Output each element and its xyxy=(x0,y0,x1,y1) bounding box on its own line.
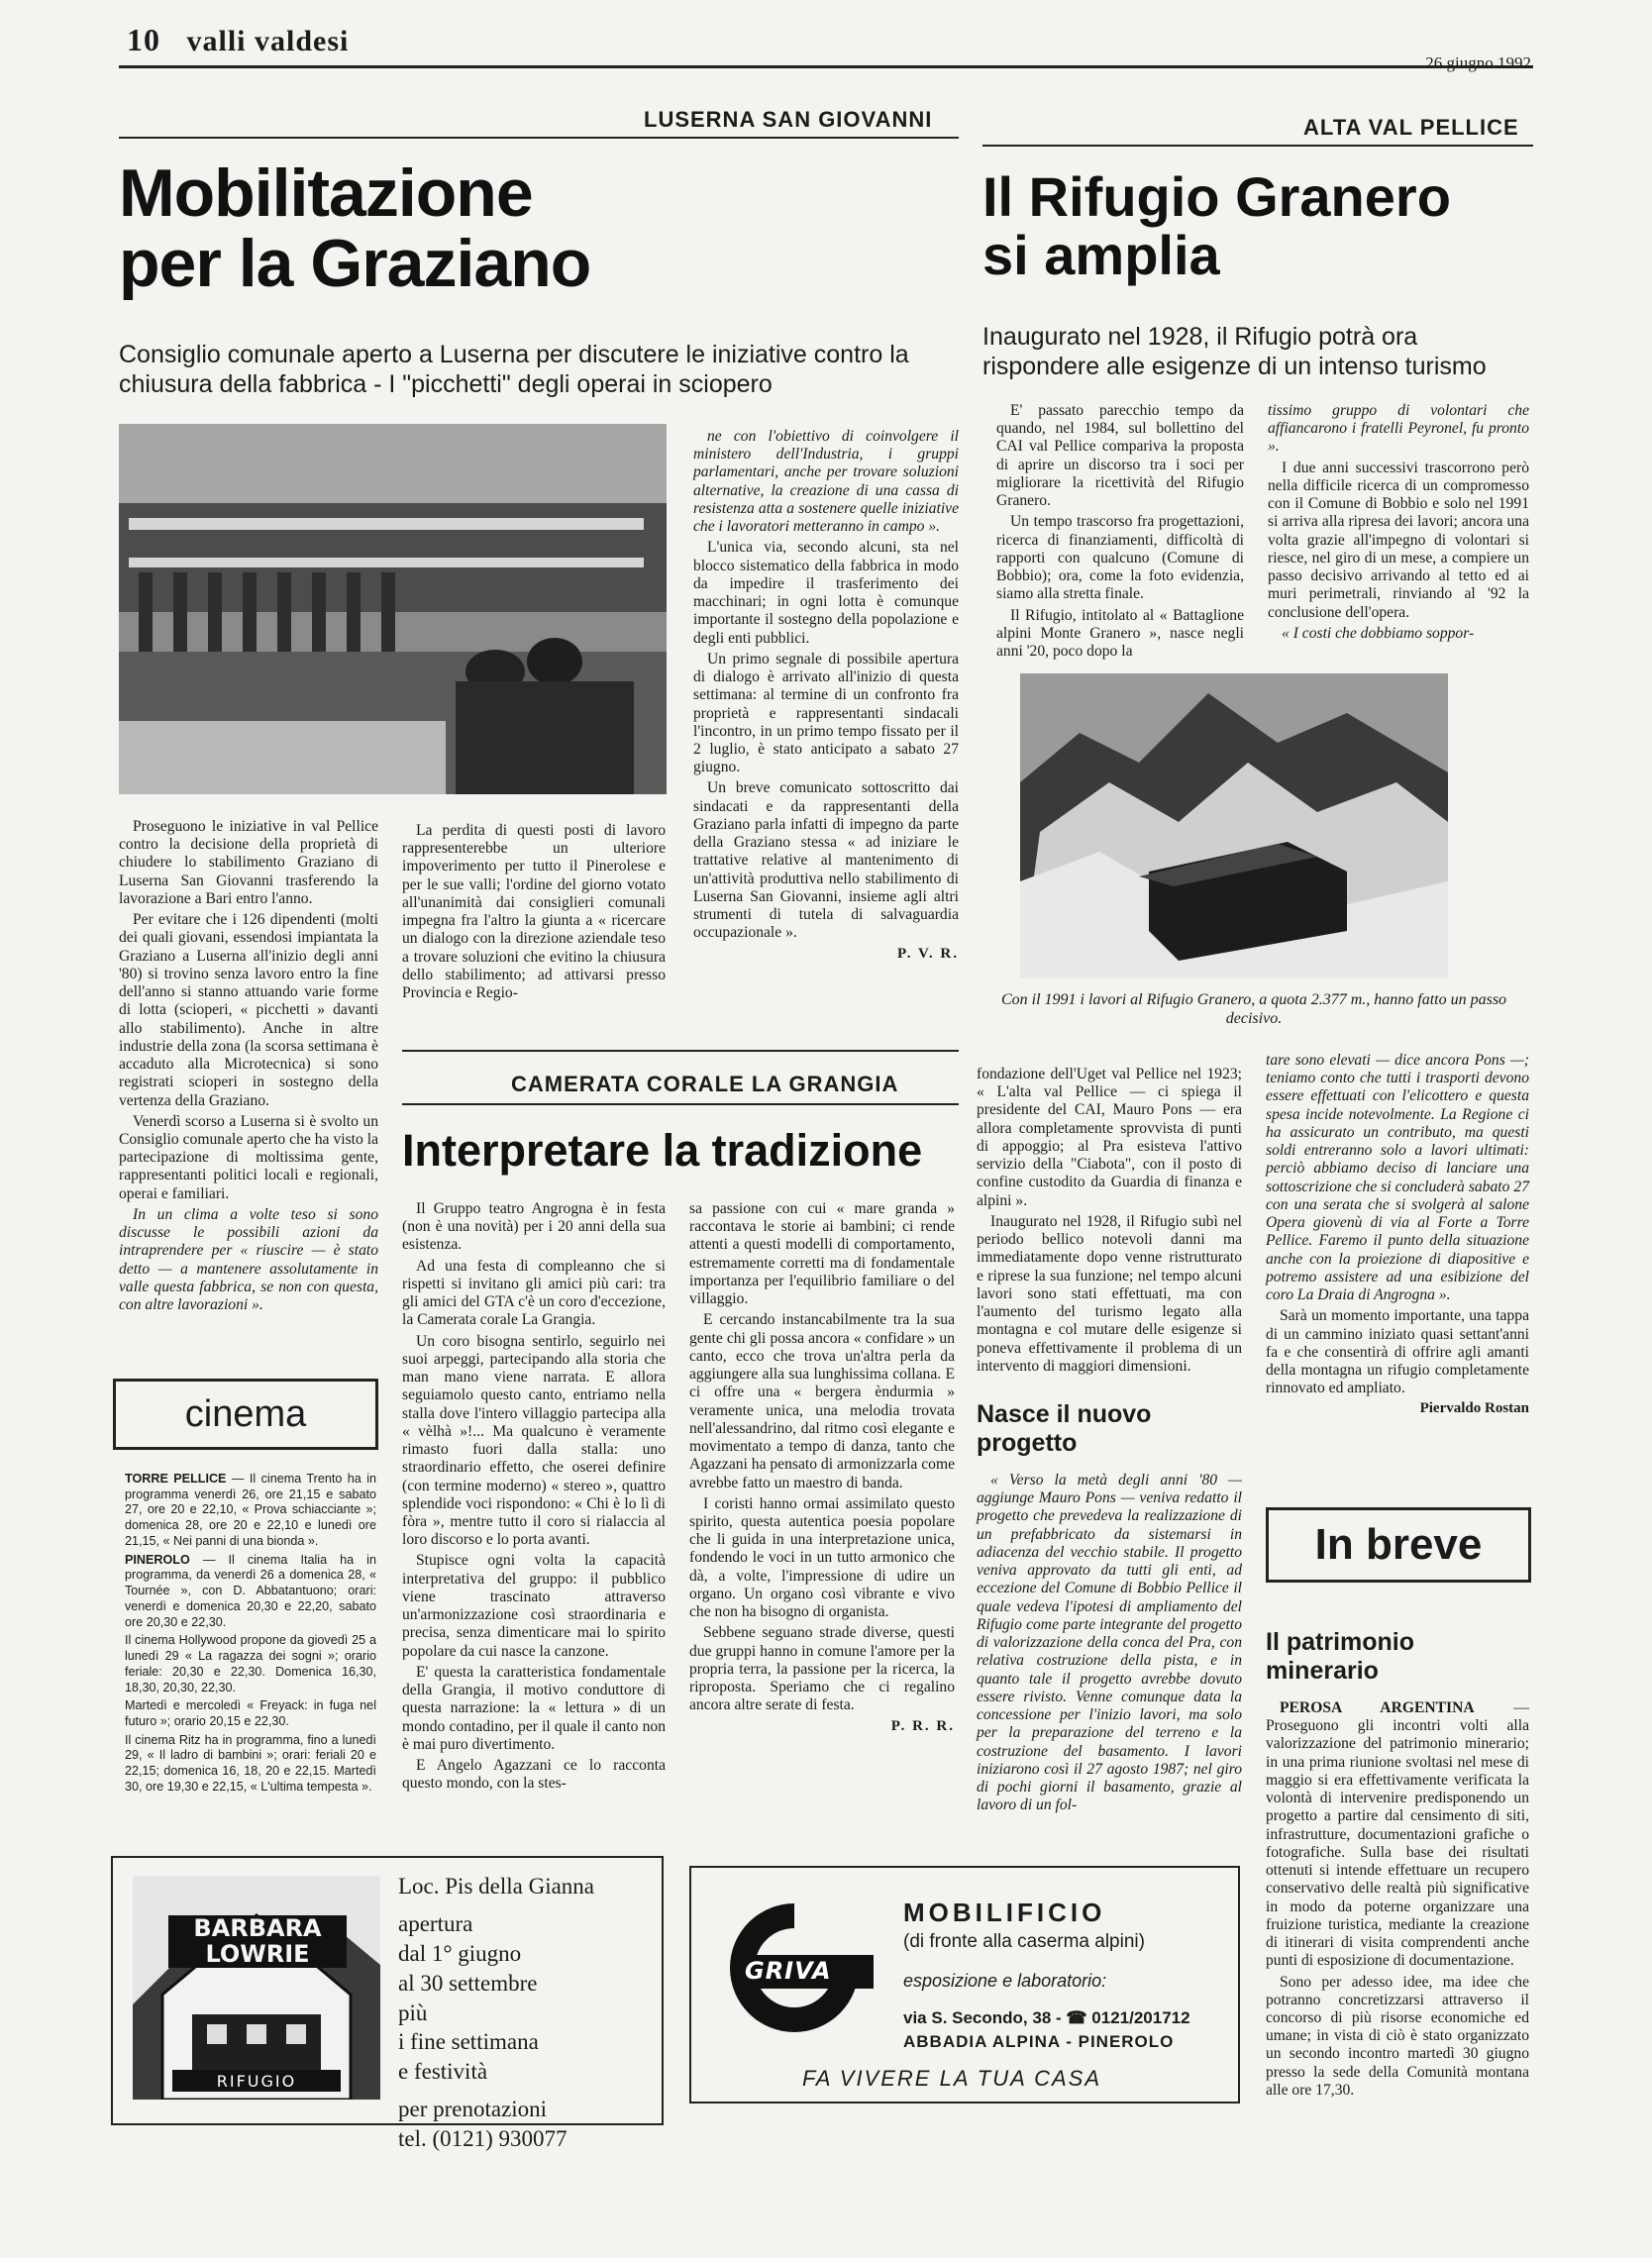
section-rule xyxy=(982,145,1533,147)
cinema-title: cinema xyxy=(184,1392,307,1435)
headline-rifugio xyxy=(982,165,1451,286)
section-rule xyxy=(402,1050,959,1052)
rifugio-column-4 xyxy=(1266,1052,1529,1418)
rifugio-column-3 xyxy=(977,1066,1242,1379)
ad-line: più xyxy=(398,2000,428,2025)
rifugio-ad-text xyxy=(398,1872,656,2154)
cinema-entry xyxy=(125,1733,376,1796)
rifugio-photo xyxy=(1020,673,1448,978)
paragraph: Stupisce ogni volta la capacità interpretativa del gruppo: il pubblico viene trascinato attraverso un'armonizzazione così straordinaria e precisa, senza dimenticare mai lo spirito popolare da cui nasce la canzone. xyxy=(402,1552,666,1660)
rifugio-column-3b xyxy=(977,1472,1242,1817)
paragraph: I due anni successivi trascorrono però nella difficile ricerca di un compromesso con il Comune di Bobbio e solo nel 1991 si arriva alla ripresa dei lavori; ancora una volta grazie all'impegno di volontari si riesce, nel giro di un mese, a compiere un passo decisivo arrivando al tetto ed ai muri perimetrali, rinviando al '92 la conclusione dell'opera. xyxy=(1268,459,1529,621)
griva-title: MOBILIFICIO xyxy=(903,1898,1106,1927)
signature: P. V. R. xyxy=(897,945,959,962)
cinema-text: Il cinema Hollywood propone da giovedì 25 a lunedì 29 « La ragazza dei sogni »; orario feriale: 20,30 e 22,30. Domenica 16,30, 18,30, 20,30, 22,30. xyxy=(125,1633,376,1694)
paragraph: « Verso la metà degli anni '80 — aggiunge Mauro Pons — veniva redatto il progetto che prevedeva la realizzazione di un prefabbricato da sistemarsi in adiacenza del vecchio stabile. Il progetto veniva approvato da tutti gli enti, ad eccezione del Comune di Bobbio Pellice il quale vedeva l'ipotesi di ampliamento del Rifugio come parte integrante del progetto di valorizzazione della conca del Pra, con relativa costruzione della pista, e in quanto tale il progetto avrebbe dovuto essere rivisto. Venne comunque data la concessione per l'inizio lavori, ma solo per la preparazione del terreno e la costruzione del basamento. I lavori iniziarono così il 27 agosto 1987; nel giro di pochi giorni il basamento, grazie al lavoro di un fol- xyxy=(977,1472,1242,1814)
masthead xyxy=(127,22,349,58)
cinema-entry xyxy=(125,1633,376,1695)
ad-phone: tel. (0121) 930077 xyxy=(398,2126,568,2152)
griva-logo-text: GRIVA xyxy=(745,1957,832,1985)
rifugio-column-1 xyxy=(996,402,1244,664)
cinema-town: TORRE PELLICE xyxy=(125,1472,227,1486)
tradizione-column-1 xyxy=(402,1200,666,1796)
section-rule xyxy=(402,1103,959,1105)
cinema-text: Martedì e mercoledì « Freyack: in fuga nel futuro »; orario 20,15 e 22,30. xyxy=(125,1698,376,1729)
ad-line: i fine settimana xyxy=(398,2029,539,2055)
paragraph: E Angelo Agazzani ce lo racconta questo mondo, con la stes- xyxy=(402,1757,666,1793)
rifugio-logo xyxy=(133,1876,380,2100)
rifugio-logo-label: RIFUGIO xyxy=(216,2072,297,2091)
paragraph-text: — Proseguono gli incontri volti alla valorizzazione del patrimonio minerario; in una prima riunione svoltasi nel mese di maggio si era effettivamente verificata la volontà di intervenire predisponendo un progetto a partire dal censimento di siti, infrastrutture, documentazioni grafiche o fotografiche. Sulla base dei risultati ottenuti si intende effettuare un recupero conservativo delle realtà più significative in modo da poterne organizzare una fruizione turistica, mediante la creazione di itinerari di visita comprendenti anche punti di esposizione di documentazione. xyxy=(1266,1699,1529,1970)
logo-line: BARBARA xyxy=(193,1914,322,1942)
page-number: 10 xyxy=(127,22,160,57)
paragraph: sa passione con cui « mare granda » raccontava le storie ai bambini; ci rende attenti a questi modelli di comportamento, estremamente corretti ma di fondamentale importanza per l'equilibrio familiare o del villaggio. xyxy=(689,1200,955,1308)
paragraph: Per evitare che i 126 dipendenti (molti dei quali giovani, essendosi impiantata la Graziano a Luserna all'inizio degli anni '80) si trovino senza lavoro entro la fine dell'anno si stanno attuando varie forme di lotta (scioperi, « picchetti » davanti allo stabilimento). Anche in altre industrie della zona (la scorsa settimana è accaduto alla Microtecnica) si sono registrati scioperi in sostegno della vertenza della Graziano. xyxy=(119,911,378,1109)
paragraph: Un tempo trascorso fra progettazioni, ricerca di finanziamenti, difficoltà di rapporti con qualcuno (Comune di Bobbio); ora, come la foto evidenzia, siamo alla stretta finale. xyxy=(996,513,1244,603)
paragraph: Sarà un momento importante, una tappa di un cammino iniziato quasi settant'anni fa e che consentirà di offrire agli amanti della montagna un rifugio completamente rinnovato ed ampliato. xyxy=(1266,1307,1529,1397)
newspaper-name: valli valdesi xyxy=(186,25,350,57)
cinema-text: Il cinema Ritz ha in programma, fino a lunedì 29, « Il ladro di bambini »; orari: feriali 20 e 22,15; domenica 16, 18, 20 e 22,15. Martedì 30, ore 19,30 e 22,15, « L'ultima tempesta ». xyxy=(125,1732,376,1794)
subhead-nuovo-progetto: Nasce il nuovo progetto xyxy=(977,1400,1152,1457)
cinema-text: — Il cinema Italia ha in programma, da venerdì 26 a domenica 28, « Tournée », con D. Abbatantuono; orari: venerdì e domenica 20,30 e 22,20, sabato ore 20,30 e 22,30. xyxy=(125,1552,376,1629)
paragraph: Un coro bisogna sentirlo, seguirlo nei suoi arpeggi, partecipando alla storia che man mano viene narrata. E allora seguiamolo questo canto, entriamo nella stalla dove l'intero villaggio partecipa alla « vèlhà »!... Ma qualcuno è veramente rimasto fuori dalla stalla: uno straordinario effetto, che oserei definire (con termine moderno) « stereo », quattro splendide voci rispondono: « Chi è lo lì di fòra », mentre tutto il coro si rialaccia al loro discorso e lo porta avanti. xyxy=(402,1332,666,1549)
issue-date: 26 giugno 1992 xyxy=(1425,53,1531,72)
paragraph: Sebbene seguano strade diverse, questi due gruppi hanno in comune l'amore per la propria terra, la passione per la ricerca, la riproposta. Speriamo che ci regalino ancora altre serate di festa. xyxy=(689,1624,955,1714)
section-label-camerata: CAMERATA CORALE LA GRANGIA xyxy=(511,1072,899,1096)
ad-booking: per prenotazioni xyxy=(398,2097,548,2122)
graziano-column-3 xyxy=(693,428,959,963)
paragraph: Il Gruppo teatro Angrogna è in festa (non è una novità) per i 20 anni della sua esistenza. xyxy=(402,1200,666,1254)
paragraph: E cercando instancabilmente tra la sua gente chi gli possa ancora « confidare » un canto, ecco che trova un'altra perla da aggiungere alla sua lunghissima collana. E ci offre una « bergera èndurmia » veramente unica, una melodia trovata nell'alessandrino, dal ritmo così elegante e movimentato a tempo di danza, tanto che Agazzani ha pensato di armonizzarla come avrebbe fatto un maestro di banda. xyxy=(689,1311,955,1491)
griva-slogan: FA VIVERE LA TUA CASA xyxy=(802,2066,1101,2091)
factory-photo-image xyxy=(119,424,667,794)
inbreve-title: In breve xyxy=(1314,1520,1483,1569)
ad-mobilificio-griva xyxy=(689,1866,1240,2104)
paragraph: Il Rifugio, intitolato al « Battaglione alpini Monte Granero », nasce negli anni '20, poco dopo la xyxy=(996,606,1244,661)
graziano-column-1 xyxy=(119,818,378,1317)
griva-address: via S. Secondo, 38 - ☎ 0121/201712 xyxy=(903,2008,1190,2027)
paragraph: E' questa la caratteristica fondamentale della Grangia, il motivo conduttore di questa narrazione: la « lettura » di un mondo contadino, per il quale il canto non è mai puro divertimento. xyxy=(402,1663,666,1753)
paragraph: E' passato parecchio tempo da quando, nel 1984, sul bollettino del CAI val Pellice compariva la proposta di aprire un discorso tra i soci per migliorare la ricettività del Rifugio Granero. xyxy=(996,402,1244,510)
signature: P. R. R. xyxy=(890,1717,955,1734)
paragraph: Ad una festa di compleanno che si rispetti si invitano gli amici più cari: tra gli amici del GTA c'è un coro d'eccezione, la Camerata corale La Grangia. xyxy=(402,1257,666,1329)
paragraph: tare sono elevati — dice ancora Pons —; teniamo conto che tutti i trasporti devono essere effettuati con l'elicottero e questa spesa incide notevolmente. La Regione ci ha assicurato un contributo, ma questi soldi entreranno solo a lavori ultimati: perciò abbiamo deciso di lanciare una sottoscrizione che si concluderà sabato 27 con una serata che si svolgerà al salone Opera giovenù di via al Forte a Torre Pellice. Faremo il punto della situazione anche con la proiezione di diapositive e potremo assistere ad una esibizione del coro La Draia di Angrogna ». xyxy=(1266,1052,1529,1304)
paragraph: La perdita di questi posti di lavoro rappresenterebbe un ulteriore impoverimento per tutto il Pinerolese e per le sue valli; l'ordine del giorno votato all'unanimità dai consiglieri comunali impegna fra l'altro la giunta a « ricercare un dialogo con la direzione aziendale teso a trovare soluzioni che evitino la chiusura dello stabilimento; ad attivarsi presso Provincia e Regio- xyxy=(402,822,666,1002)
graziano-column-2 xyxy=(402,822,666,1005)
inbreve-box xyxy=(1266,1507,1531,1583)
paragraph: Un breve comunicato sottoscritto dai sindacati e da rappresentanti della Graziano parla infatti di impegno da parte della Graziano stessa « ad iniziare le trattative relative al mantenimento di un'attività produttiva nello stabilimento di Luserna San Giovanni, insieme agli altri strumenti di tutela di salvaguardia occupazionale ». xyxy=(693,779,959,942)
factory-photo xyxy=(119,424,667,794)
paragraph: ne con l'obiettivo di coinvolgere il ministero dell'Industria, i gruppi parlamentari, anche per trovare soluzioni alternative, la creazione di una cassa di resistenza atta a sostenere quelle iniziative che i lavoratori metteranno in campo ». xyxy=(693,428,959,536)
paragraph: Un primo segnale di possibile apertura di dialogo è arrivato all'inizio di questa settimana: al termine di un confronto fra proprietà e rappresentanti sindacali l'incontro, in un primo tempo fissato per il 2 luglio, è stato anticipato a sabato 27 giugno. xyxy=(693,650,959,776)
cinema-text: — Il cinema Trento ha in programma venerdì 26, ore 21,15 e sabato 27, ore 20 e 22,10, « Prova schiacciante »; domenica 28, ore 20 e 22,10 e lunedì ore 21,15, « Nei panni di una bionda ». xyxy=(125,1472,376,1548)
ad-line: al 30 settembre xyxy=(398,1970,538,1996)
paragraph xyxy=(1266,1699,1529,1971)
rifugio-photo-caption: Con il 1991 i lavori al Rifugio Granero, a quota 2.377 m., hanno fatto un passo decisivo. xyxy=(1000,991,1507,1028)
cinema-entry xyxy=(125,1553,376,1631)
rifugio-logo-name xyxy=(168,1915,347,1968)
masthead-rule xyxy=(119,65,1533,68)
griva-expo-label: esposizione e laboratorio: xyxy=(903,1971,1107,1991)
paragraph: Venerdì scorso a Luserna si è svolto un Consiglio comunale aperto che ha visto la partecipazione di moltissima gente, rappresentanti politici locali e regionali, operai e familiari. xyxy=(119,1112,378,1202)
dateline: PEROSA ARGENTINA xyxy=(1280,1699,1475,1716)
headline-line: si amplia xyxy=(982,223,1220,286)
headline-line: Mobilitazione xyxy=(119,155,533,231)
deck-graziano: Consiglio comunale aperto a Luserna per discutere le iniziative contro la chiusura della fabbrica - I "picchetti" degli operai in sciopero xyxy=(119,341,909,398)
paragraph: I coristi hanno ormai assimilato questo spirito, questa autentica poesia popolare che li guida in una interpretazione unica, fondendo le voci in un tutto armonico che dà, a volte, l'impressione di udire un organo. Un organo così vibrante e vivo che non ha bisogno di organista. xyxy=(689,1494,955,1621)
headline-tradizione: Interpretare la tradizione xyxy=(402,1125,923,1176)
ad-location: Loc. Pis della Gianna xyxy=(398,1874,595,1899)
rifugio-column-2 xyxy=(1268,402,1529,646)
inbreve-column xyxy=(1266,1699,1529,2103)
deck-rifugio: Inaugurato nel 1928, il Rifugio potrà ora rispondere alle esigenze di un intenso turismo xyxy=(982,323,1487,380)
griva-logo xyxy=(715,1894,874,2042)
paragraph: L'unica via, secondo alcuni, sta nel blocco sistematico della fabbrica in modo da impedire il trasferimento dei macchinari; in ogni lotta è comunque importante il sostegno della popolazione e degli enti pubblici. xyxy=(693,539,959,647)
subhead-patrimonio: Il patrimonio minerario xyxy=(1266,1628,1414,1685)
headline-line: per la Graziano xyxy=(119,226,591,302)
cinema-listings xyxy=(125,1472,376,1798)
ad-line: e festività xyxy=(398,2059,488,2085)
paragraph: Sono per adesso idee, ma idee che potranno concretizzarsi attraverso il concorso di più risorse economiche ed umane; in vista di ciò è stato organizzato un secondo incontro martedì 30 giugno presso la sede della Comunità montana alle ore 17,30. xyxy=(1266,1973,1529,2099)
cinema-town: PINEROLO xyxy=(125,1552,190,1567)
cinema-entry xyxy=(125,1698,376,1729)
paragraph: Proseguono le iniziative in val Pellice contro la decisione della proprietà di chiudere lo stabilimento Graziano di Luserna San Giovanni trasferendo la lavorazione a Bari entro l'anno. xyxy=(119,818,378,907)
tradizione-column-2 xyxy=(689,1200,955,1735)
ad-line: dal 1° giugno xyxy=(398,1940,522,1966)
cinema-box xyxy=(113,1379,378,1450)
section-label-alta-val-pellice: ALTA VAL PELLICE xyxy=(1303,115,1519,140)
headline-line: Il Rifugio Granero xyxy=(982,165,1451,228)
chalet-icon xyxy=(133,1876,380,2100)
paragraph: « I costi che dobbiamo soppor- xyxy=(1282,624,1475,642)
rifugio-photo-image xyxy=(1020,673,1448,978)
headline-graziano xyxy=(119,155,591,302)
ad-rifugio-barbara-lowrie xyxy=(111,1856,664,2152)
cinema-entry xyxy=(125,1472,376,1550)
griva-town: ABBADIA ALPINA - PINEROLO xyxy=(903,2032,1175,2051)
logo-line: LOWRIE xyxy=(205,1940,310,1969)
paragraph: fondazione dell'Uget val Pellice nel 1923; « L'alta val Pellice — ci spiega il presidente del CAI, Mauro Pons — era allora completamente sprovvista di punti di appoggio; al Pra esisteva l'attivo servizio della "Ciabota", con il posto di confine custodito da Guardia di finanza e alpini ». xyxy=(977,1066,1242,1209)
paragraph: tissimo gruppo di volontari che affiancarono i fratelli Peyronel, fu pronto ». xyxy=(1268,402,1529,456)
ad-line: apertura xyxy=(398,1910,473,1936)
signature: Piervaldo Rostan xyxy=(1419,1400,1529,1417)
griva-subtitle: (di fronte alla caserma alpini) xyxy=(903,1931,1145,1952)
section-label-luserna: LUSERNA SAN GIOVANNI xyxy=(644,107,933,132)
paragraph: In un clima a volte teso si sono discusse le possibili azioni da intraprendere per « riuscire — è stato detto — a mantenere assolutamente in valle questa fabbrica, se non con questa, con altre lavorazioni ». xyxy=(119,1205,378,1314)
section-rule xyxy=(119,137,959,139)
paragraph: Inaugurato nel 1928, il Rifugio subì nel periodo bellico notevoli danni ma immediatamente dopo venne ristrutturato e riprese la sua funzione; nel tempo alcuni lavori sono stati effettuati, ma con l'aumento del turismo legato alla montagna e col mutare delle esigenze si poneva effettivamente il problema di un intervento di maggiori dimensioni. xyxy=(977,1212,1242,1375)
